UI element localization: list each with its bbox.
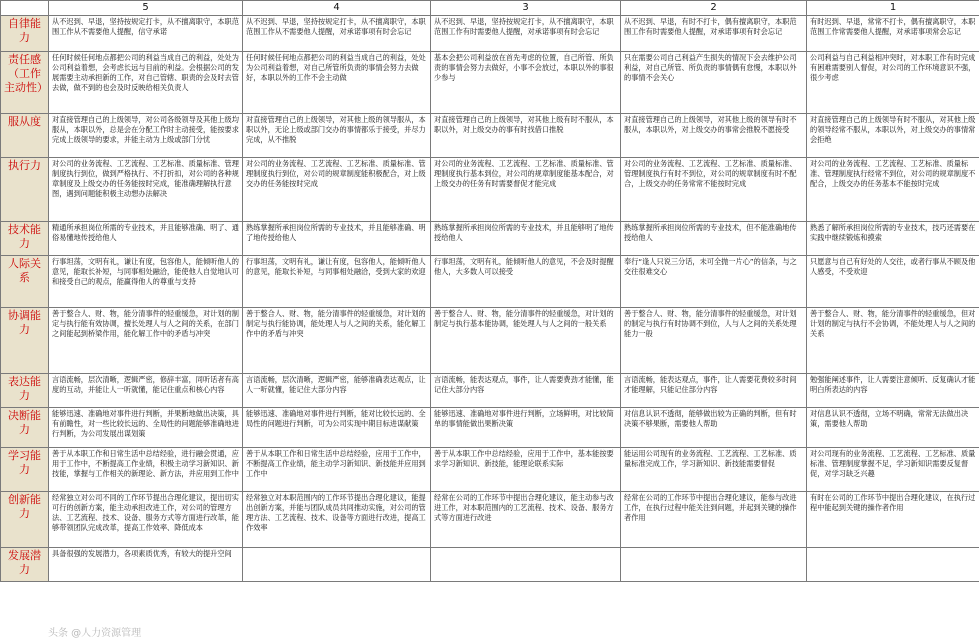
criteria-cell: 奉行“逢人只说三分话，未可全抛一片心”的信条，与之交往很难交心	[621, 256, 807, 308]
criteria-cell: 对信息认识不透彻，立场不明确，常常无法做出决策，需要他人帮助	[807, 408, 979, 448]
row-label: 执行力	[1, 158, 49, 222]
criteria-cell: 对公司的业务流程、工艺流程、工艺标准、质量标准、管理制度执行基本到位，对公司的规章制度能基本配合，对上级交办的任务有时需要督促才能完成	[431, 158, 621, 222]
table-row	[1, 492, 979, 548]
criteria-cell: 公司利益与自己利益相冲突时，对本职工作有时完成有困难需要别人督促，对公司的工作环境意识不强，很少考虑	[807, 52, 979, 114]
table-row	[1, 222, 979, 256]
table-row	[1, 114, 979, 158]
table-row	[1, 374, 979, 408]
row-label: 服从度	[1, 114, 49, 158]
criteria-cell: 对直接管理自己的上级领导有时不服从，对其他上级的领导经常不服从，本职以外，对上级交办的事情常会拒绝	[807, 114, 979, 158]
criteria-cell: 对直接管理自己的上级领导，对公司各级领导及其他上级均服从，本职以外，总是会在分配工作时主动接受，能按要求完成上级领导的要求，并能主动为上级或部门分忧	[49, 114, 243, 158]
criteria-cell: 只在需要公司自己利益产生损失的情况下会去维护公司利益，对自己所管、所负责的事情偶有怠慢，本职以外的事情不会关心	[621, 52, 807, 114]
table-row	[1, 16, 979, 52]
table-row	[1, 308, 979, 374]
criteria-cell: 善于从本职工作中总结经验，应用于工作中，基本能按要求学习新知识、新技能，能理论联系实际	[431, 448, 621, 492]
row-label: 协调能力	[1, 308, 49, 374]
watermark-text: 头条 @人力资源管理	[48, 628, 142, 639]
criteria-cell: 善于整合人、财、物，能分清事件的轻重缓急，对计划的制定与执行有时协调不到位，人与人之间的关系处理能力一般	[621, 308, 807, 374]
row-label: 人际关系	[1, 256, 49, 308]
criteria-cell: 有时迟到、早退，常常不打卡，偶有擅离职守，本职范围工作常需要他人提醒，对承诺事项常会忘记	[807, 16, 979, 52]
level-header-3: 3	[431, 1, 621, 16]
criteria-cell	[807, 548, 979, 582]
criteria-cell: 对公司现有的业务流程、工艺流程、工艺标准、质量标准、管理制度掌握不足，学习新知识需要反复督促，对学习缺乏兴趣	[807, 448, 979, 492]
table-row	[1, 52, 979, 114]
table-row	[1, 256, 979, 308]
criteria-cell: 言语流畅，能表达观点，事件，让人需要费劲才能懂，能记住大部分内容	[431, 374, 621, 408]
criteria-cell: 对公司的业务流程、工艺流程、工艺标准、质量标准、管理制度执行有时不到位，对公司的规章制度有时不配合，上级交办的任务常常不能按时完成	[621, 158, 807, 222]
table-row	[1, 408, 979, 448]
row-label: 创新能力	[1, 492, 49, 548]
criteria-cell: 经常在公司的工作环节中提出合理化建议，能参与改进工作，在执行过程中能关注到问题，并起到关键的操作者作用	[621, 492, 807, 548]
criteria-cell: 善于整合人、财、物，能分清事件的轻重缓急，但对计划的制定与执行不会协调，不能处理人与人之间的关系	[807, 308, 979, 374]
criteria-cell: 行事坦荡，文明有礼，谦让有度，包容他人，能倾听他人的意见，能取长补短，与同事相处融洽，受到大家的欢迎	[243, 256, 431, 308]
level-header-4: 4	[243, 1, 431, 16]
criteria-cell: 熟练掌握所承担岗位所需的专业技术，但不能准确地传授给他人	[621, 222, 807, 256]
criteria-cell: 经常在公司的工作环节中提出合理化建议，能主动参与改进工作，对本职范围内的工艺流程、技术、设备、服务方式等方面进行改进	[431, 492, 621, 548]
criteria-cell: 从不迟到、早退，坚持按规定打卡，从不擅离职守，本职范围工作有时需要他人提醒，对承诺事项有时会忘记	[431, 16, 621, 52]
criteria-cell: 行事坦荡，文明有礼，谦让有度，包容他人，能倾听他人的意见，能取长补短，与同事相处融洽，能使他人自觉地认可和接受自己的观点，能赢得他人的尊重与支持	[49, 256, 243, 308]
criteria-cell: 善于整合人、财、物，能分清事件的轻重缓急，对计划的制定与执行能有效协调，擅长处理人与人之间的关系，在部门之间能起到桥梁作用，能化解工作中的矛盾与冲突	[49, 308, 243, 374]
criteria-cell: 言语流畅，层次清晰，逻辑严密，修辞丰富，同听话者有高度的互动，并能让人一听就懂，能记住重点和核心内容	[49, 374, 243, 408]
criteria-cell	[243, 548, 431, 582]
criteria-cell: 熟练掌握所承担岗位所需的专业技术，并且能够准确、明了地传授给他人	[243, 222, 431, 256]
row-label: 技术能力	[1, 222, 49, 256]
criteria-cell	[431, 548, 621, 582]
criteria-cell: 能够迅速、准确地对事件进行判断，并果断地做出决策，具有前瞻性，对一些比较长远的、全局性的问题能够准确地进行判断，为公司发展出谋划策	[49, 408, 243, 448]
criteria-cell: 能够迅速、准确地对事件进行判断，能对比较长远的、全局性的问题进行判断，可为公司实现中期目标进谋献策	[243, 408, 431, 448]
level-header-2: 2	[621, 1, 807, 16]
criteria-cell: 只愿意与自己有好处的人交往，或者行事从不顾及他人感受，不受欢迎	[807, 256, 979, 308]
criteria-cell: 对信息认识不透彻，能够做出较为正确的判断，但有时决策不够果断，需要他人帮助	[621, 408, 807, 448]
criteria-cell: 善于整合人、财、物，能分清事件的轻重缓急，对计划的制定与执行基本能协调，能处理人与人之间的一般关系	[431, 308, 621, 374]
criteria-cell: 对公司的业务流程、工艺流程、工艺标准、质量标准、管理制度执行经常不到位，对公司的规章制度不配合，上级交办的任务基本不能按时完成	[807, 158, 979, 222]
row-label: 发展潜力	[1, 548, 49, 582]
level-header-1: 1	[807, 1, 979, 16]
row-label: 表达能力	[1, 374, 49, 408]
criteria-cell: 善于从本职工作和日常生活中总结经验，应用于工作中，不断提高工作业绩，能主动学习新知识、新技能并应用到工作中	[243, 448, 431, 492]
criteria-cell: 有时在公司的工作环节中提出合理化建议，在执行过程中能起到关键的操作者作用	[807, 492, 979, 548]
criteria-cell: 言语流畅，层次清晰，逻辑严密，能够准确表达观点，让人一听就懂，能记住大部分内容	[243, 374, 431, 408]
criteria-cell: 基本会把公司利益放在首先考虑的位置，自己所管、所负责的事情会努力去做好，小事不会放过，本职以外的事很少参与	[431, 52, 621, 114]
criteria-cell: 熟悉了解所承担岗位所需的专业技术，技巧还需要在实践中继续锻炼和摸索	[807, 222, 979, 256]
row-label: 学习能力	[1, 448, 49, 492]
criteria-cell: 从不迟到、早退，坚持按规定打卡，从不擅离职守，本职范围工作从不需要他人提醒，对承诺事项有时会忘记	[243, 16, 431, 52]
row-label: 责任感（工作主动性）	[1, 52, 49, 114]
criteria-cell: 从不迟到、早退，有时不打卡，偶有擅离职守，本职范围工作有时需要他人提醒，对承诺事项有时会忘记	[621, 16, 807, 52]
criteria-cell: 言语流畅，能表达观点，事件，让人需要花费较多时间才能理解，只能记住部分内容	[621, 374, 807, 408]
criteria-cell: 熟练掌握所承担岗位所需的专业技术，并且能够明了地传授给他人	[431, 222, 621, 256]
criteria-cell: 对公司的业务流程、工艺流程、工艺标准、质量标准、管理制度执行到位，对公司的规章制度能积极配合，对上级交办的任务能按时完成	[243, 158, 431, 222]
table-row	[1, 158, 979, 222]
criteria-cell: 能够迅速、准确地对事件进行判断，立场鲜明，对比较简单的事情能做出果断决策	[431, 408, 621, 448]
criteria-cell	[621, 548, 807, 582]
criteria-cell: 对公司的业务流程、工艺流程、工艺标准、质量标准、管理制度执行到位，做到严格执行、不打折扣，对公司的各种规章制度及上级交办的任务能按时完成，能准确理解执行意图，遇到问题能积极主动想办法解决	[49, 158, 243, 222]
row-label: 自律能力	[1, 16, 49, 52]
criteria-cell: 任何时候任何地点都把公司的利益当成自己的利益，处处为公司利益着想，会考虑长远与目前的利益。会根据公司的发展需要主动承担新的工作，对自己管辖、职责的会及时去管去做，做不到的也会及时反映给相关负责人	[49, 52, 243, 114]
table-row	[1, 448, 979, 492]
criteria-cell: 对直接管理自己的上级领导，对其他上级的领导有时不服从，本职以外，对上级交办的事常会推脱不愿接受	[621, 114, 807, 158]
table-row	[1, 548, 979, 582]
criteria-cell: 对直接管理自己的上级领导，对其他上级的领导服从，本职以外，无论上级或部门交办的事情都乐于接受，并尽力完成，从不推脱	[243, 114, 431, 158]
criteria-cell: 勉强能阐述事件，让人需要注意倾听、反复确认才能明白所表达的内容	[807, 374, 979, 408]
row-label: 决断能力	[1, 408, 49, 448]
header-row	[1, 1, 979, 16]
criteria-cell: 善于整合人、财、物，能分清事件的轻重缓急，对计划的制定与执行能协调，能处理人与人之间的关系，能化解工作中的矛盾与冲突	[243, 308, 431, 374]
criteria-cell: 从不迟到、早退，坚持按规定打卡，从不擅离职守，本职范围工作从不需要他人提醒，信守承诺	[49, 16, 243, 52]
criteria-cell: 任何时候任何地点都把公司的利益当成自己的利益，处处为公司利益着想，对自己所管所负责的事情会努力去做好，本职以外的工作不会主动做	[243, 52, 431, 114]
level-header-5: 5	[49, 1, 243, 16]
criteria-cell: 行事坦荡，文明有礼，能倾听他人的意见，不会及时提醒他人，大多数人可以接受	[431, 256, 621, 308]
criteria-cell: 能运用公司现有的业务流程、工艺流程、工艺标准、质量标准完成工作，学习新知识、新技能需要督促	[621, 448, 807, 492]
criteria-cell: 经常独立对本职范围内的工作环节提出合理化建议，能提出创新方案，并能与团队成员共同推动实施，对公司的管理方法、工艺流程、技术、设备等方面进行改进，提高工作效率	[243, 492, 431, 548]
criteria-cell: 精通所承担岗位所需的专业技术，并且能够准确、明了、通俗易懂地传授给他人	[49, 222, 243, 256]
criteria-cell: 善于从本职工作和日常生活中总结经验，进行融会贯通，应用于工作中，不断提高工作业绩，积极主动学习新知识、新技能，掌握与工作相关的新理论、新方法，并应用到工作中	[49, 448, 243, 492]
criteria-cell: 对直接管理自己的上级领导，对其他上级有时不服从，本职以外，对上级交办的事有时找借口推脱	[431, 114, 621, 158]
criteria-cell: 具备很强的发展潜力，各项素质优秀，有较大的提升空间	[49, 548, 243, 582]
criteria-cell: 经常独立对公司不同的工作环节提出合理化建议，提出切实可行的创新方案，能主动承担改进工作，对公司的管理方法、工艺流程、技术、设备、服务方式等方面进行改革，能够带领团队完成改革，提高工作效率、降低成本	[49, 492, 243, 548]
corner-cell	[1, 1, 49, 16]
